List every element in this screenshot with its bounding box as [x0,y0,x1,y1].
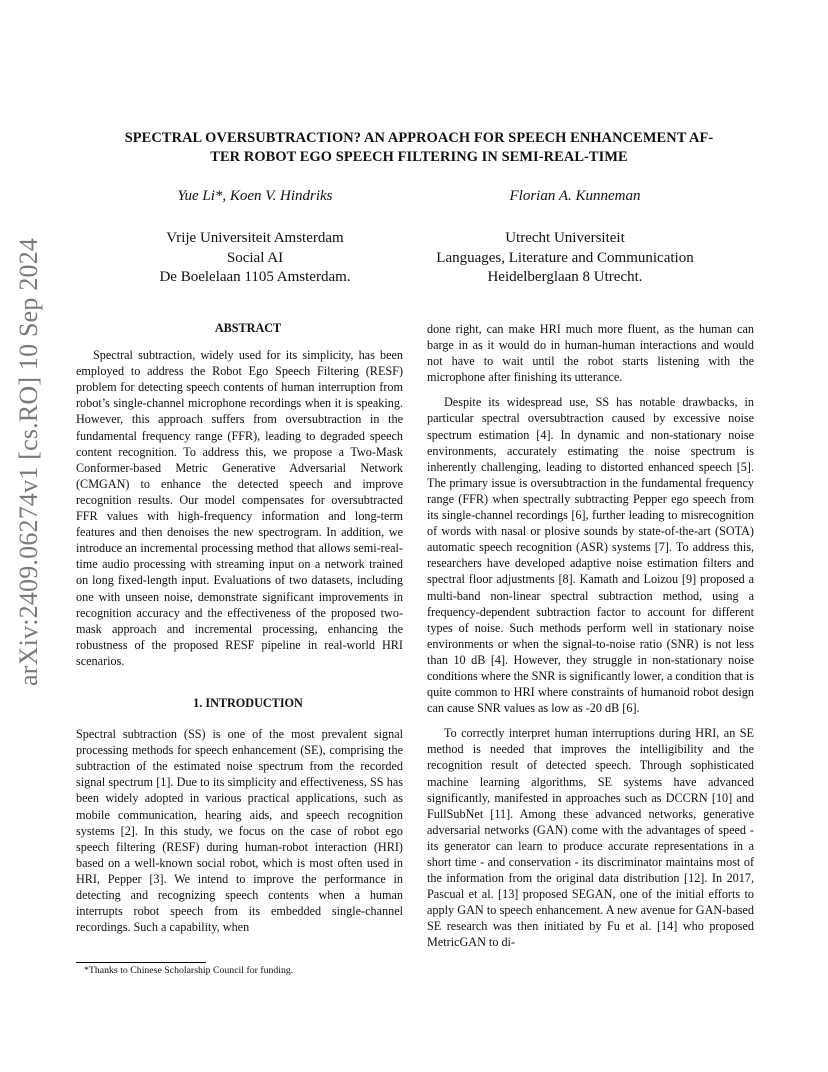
affiliation-right-line: Utrecht Universiteit [505,230,625,246]
left-column [76,320,403,935]
body-paragraph: Despite its widespread use, SS has notable drawbacks, in particular spectral oversubtraction caused by excessive noise spectrum estimation [4]. In dynamic and non-stationary noise environments, accurately estimating the noise spectrum is inherently challenging, leading to distorted enhanced speech [5]. The primary issue is oversubtraction in the fundamental frequency range (FFR) when spectrally subtracting Pepper ego speech from its single-channel recordings [6], further leading to misrecognition of words with nasal or plosive sounds by state-of-the-art (SOTA) automatic speech recognition (ASR) systems [7]. To address this, researchers have developed adaptive noise estimation filters and spectral floor adjustments [8]. Kamath and Loizou [9] proposed a multi-band non-linear spectral subtraction method, using a frequency-dependent subtraction factor to account for different types of noise. Such methods perform well in stationary noise environments or when the signal-to-noise ratio (SNR) is not less than 10 dB [4]. However, they struggle in non-stationary noise conditions where the SNR is significantly lower, a condition that is quite common to HRI where constraints of humanoid robot design can cause SNR values as low as -20 dB [6]. [427,395,754,716]
affiliation-left-line: De Boelelaan 1105 Amsterdam. [159,269,351,285]
abstract-heading: ABSTRACT [214,321,282,335]
affiliation-right [400,229,730,288]
paper-title [80,129,758,166]
affiliation-left-line: Social AI [226,249,284,266]
affiliation-left-line: Vrije Universiteit Amsterdam [166,230,344,246]
affiliation-right-line: Heidelberglaan 8 Utrecht. [487,269,643,285]
footnote-rule [76,962,206,963]
introduction-heading: 1. INTRODUCTION [193,695,303,710]
authors-right: Florian A. Kunneman [509,188,641,204]
footnote: *Thanks to Chinese Scholarship Council for funding. [84,965,294,976]
arxiv-identifier: arXiv:2409.06274v1 [cs.RO] 10 Sep 2024 [14,237,43,686]
abstract-text: Spectral subtraction, widely used for its simplicity, has been employed to address the Robot Ego Speech Filtering (RESF) problem for detecting speech contents of human interruption from robot’s single-channel microphone recordings when it is speaking. However, this approach suffers from oversubtraction in the fundamental frequency range (FFR), leading to degraded speech content recognition. To address this, we propose a Two-Mask Conformer-based Metric Generative Adversarial Network (CMGAN) to enhance the detected speech and improve recognition results. Our model compensates for oversubtracted FFR values with high-frequency information and long-term features and then denoises the new spectrogram. In addition, we introduce an incremental processing method that allows semi-real-time audio processing with streaming input on a network trained on long fixed-length input. Evaluations of two datasets, including one with unseen noise, demonstrate significant improvements in recognition accuracy and the effectiveness of the proposed two-mask approach and incremental processing, enhancing the robustness of the proposed RESF pipeline in real-world HRI scenarios. [76,348,403,668]
right-column [427,321,754,951]
body-paragraph: To correctly interpret human interruptions during HRI, an SE method is needed that improves the intelligibility and the recognition result of detected speech. Through sophisticated machine learning algorithms, SE systems have advanced significantly, manifested in approaches such as DCCRN [10] and FullSubNet [11]. Among these advanced networks, generative adversarial networks (GAN) come with the advantages of speed - its generator can learn to produce accurate representations in a short time - and conservation - its discriminator maintains most of the information from the original data distribution [12]. In 2017, Pascual et al. [13] proposed SEGAN, one of the initial efforts to apply GAN to speech enhancement. A new avenue for GAN-based SE research was then initiated by Fu et al. [14] who proposed MetricGAN to di- [427,726,754,950]
authors-left: Yue Li*, Koen V. Hindriks [177,188,333,204]
affiliation-right-line: Languages, Literature and Communication [436,249,694,266]
introduction-paragraph: Spectral subtraction (SS) is one of the most prevalent signal processing methods for speech enhancement (SE), comprising the subtraction of the estimated noise spectrum from the recorded signal spectrum [1]. Due to its simplicity and effectiveness, SS has been widely adopted in various practical applications, such as mobile communication, hearing aids, and speech recognition systems [2]. In this study, we focus on the case of robot ego speech filtering (RESF) during human-robot interaction (HRI) based on a well-known social robot, which is most often used in HRI, Pepper [3]. We intend to improve the performance in detecting and recognizing speech contents when a human interrupts robot speech from its embedded single-channel recordings. Such a capability, when [76,727,403,935]
title-line-2: TER ROBOT EGO SPEECH FILTERING IN SEMI-REAL-TIME [210,148,628,165]
title-line-1: SPECTRAL OVERSUBTRACTION? AN APPROACH FOR SPEECH ENHANCEMENT AF- [124,130,714,146]
affiliation-left [90,229,420,288]
body-paragraph: done right, can make HRI much more fluent, as the human can barge in as it would do in human-human interactions and would not have to wait until the robot starts listening with the microphone after finishing its utterance. [427,322,754,385]
